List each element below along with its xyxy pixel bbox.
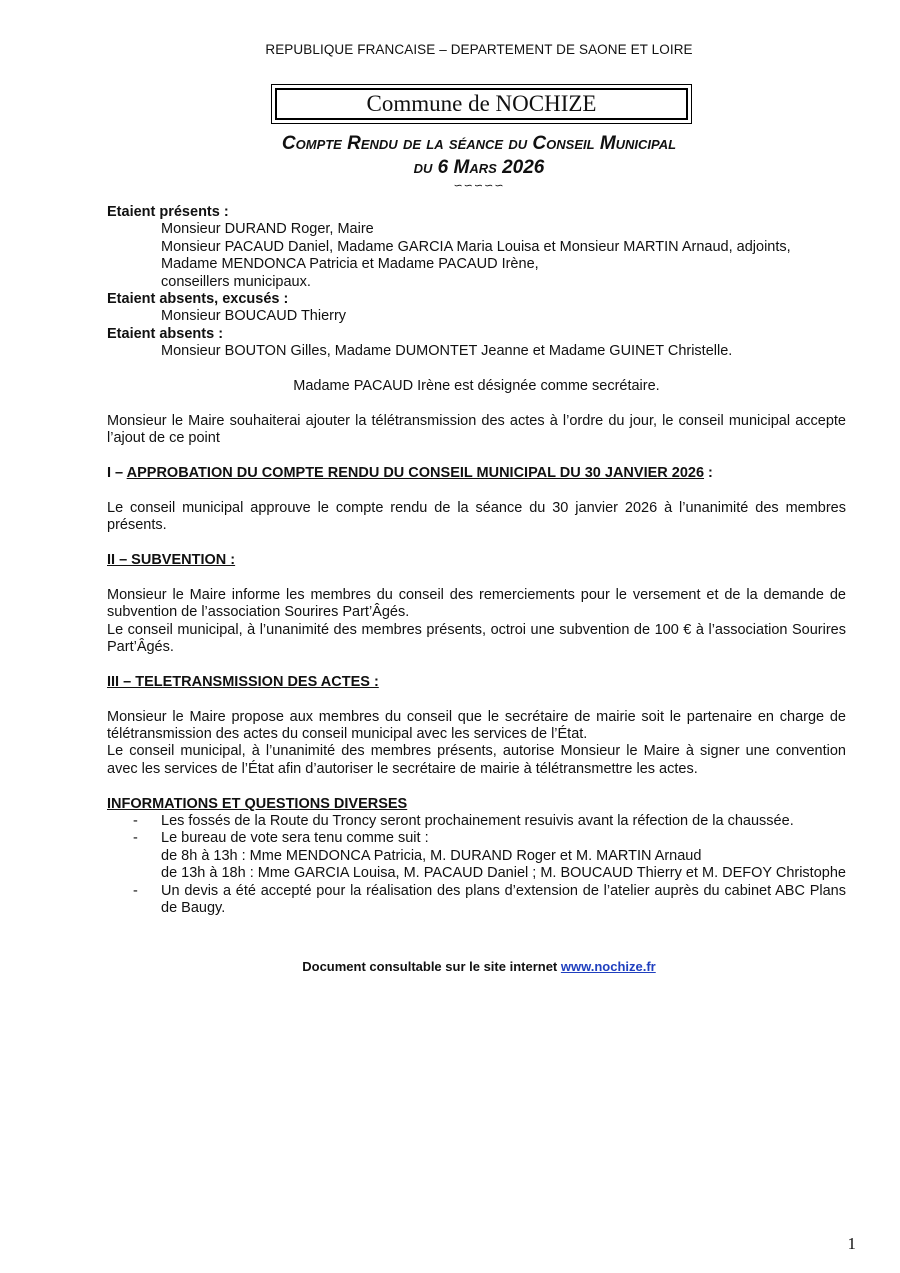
section-4-heading: INFORMATIONS ET QUESTIONS DIVERSES	[107, 795, 408, 812]
commune-title: Commune de NOCHIZE	[275, 88, 688, 120]
section-1-suffix: :	[704, 465, 713, 482]
footer-note-text: Document consultable sur le site internet	[302, 959, 561, 974]
list-item	[107, 883, 846, 918]
info-list	[107, 813, 846, 917]
present-line: Monsieur DURAND Roger, Maire	[161, 221, 374, 238]
dash-bullet: -	[133, 813, 138, 830]
dash-bullet: -	[133, 830, 138, 847]
section-2-heading: II – SUBVENTION :	[107, 552, 236, 569]
list-item-subline: de 13h à 18h : Mme GARCIA Louisa, M. PACAUD Daniel ; M. BOUCAUD Thierry et M. DEFOY Christophe	[161, 865, 846, 882]
dash-bullet: -	[133, 882, 138, 899]
present-line: Monsieur PACAUD Daniel, Madame GARCIA Maria Louisa et Monsieur MARTIN Arnaud, adjoints,	[161, 238, 791, 255]
section-2-paragraph: Le conseil municipal, à l’unanimité des membres présents, octroi une subvention de 100 € à l’association Sourires Part’Âgés.	[107, 621, 846, 656]
page-number: 1	[847, 1234, 856, 1253]
list-item-text: Un devis a été accepté pour la réalisation des plans d’extension de l’atelier auprès du cabinet ABC Plans de Baugy.	[161, 882, 846, 917]
absent-line: Monsieur BOUTON Gilles, Madame DUMONTET Jeanne et Madame GUINET Christelle.	[161, 343, 733, 360]
website-link[interactable]: www.nochize.fr	[560, 959, 656, 974]
present-line: Madame MENDONCA Patricia et Madame PACAUD Irène,	[161, 256, 539, 273]
commune-title-box	[271, 84, 692, 124]
section-3-paragraph: Monsieur le Maire propose aux membres du conseil que le secrétaire de mairie soit le partenaire en charge de télétransmission des actes du conseil municipal avec les services de l’État.	[107, 708, 846, 743]
section-2-paragraph: Monsieur le Maire informe les membres du conseil des remerciements pour le versement et de la demande de subvention de l’association Sourires Part’Âgés.	[107, 586, 846, 621]
ornament-divider: ∽∽∽∽∽	[453, 180, 505, 192]
section-1-prefix: I –	[107, 465, 127, 482]
excused-label: Etaient absents, excusés :	[107, 291, 289, 308]
list-item	[107, 813, 846, 830]
excused-line: Monsieur BOUCAUD Thierry	[161, 308, 347, 325]
republic-header: REPUBLIQUE FRANCAISE – DEPARTEMENT DE SAONE ET LOIRE	[265, 42, 693, 57]
intro-paragraph: Monsieur le Maire souhaiterai ajouter la télétransmission des actes à l’ordre du jour, le conseil municipal accepte l’ajout de ce point	[107, 412, 846, 447]
list-item-text: Le bureau de vote sera tenu comme suit :	[161, 830, 429, 847]
footer-note	[0, 959, 900, 974]
section-1-title: APPROBATION DU COMPTE RENDU DU CONSEIL MUNICIPAL DU 30 JANVIER 2026	[126, 465, 705, 482]
present-line: conseillers municipaux.	[161, 273, 311, 290]
report-body	[107, 204, 846, 918]
secretary-line: Madame PACAUD Irène est désignée comme secrétaire.	[293, 378, 660, 395]
list-item-text: Les fossés de la Route du Troncy seront prochainement resuivis avant la réfection de la chaussée.	[161, 813, 794, 830]
section-3-heading: III – TELETRANSMISSION DES ACTES :	[107, 673, 379, 690]
absent-label: Etaient absents :	[107, 325, 224, 342]
section-3-paragraph: Le conseil municipal, à l’unanimité des membres présents, autorise Monsieur le Maire à signer une convention avec les services de l’État afin d’autoriser le secrétaire de mairie à télétransmettre les actes.	[107, 743, 846, 777]
section-1-paragraph: Le conseil municipal approuve le compte rendu de la séance du 30 janvier 2026 à l’unanimité des membres présents.	[107, 499, 846, 534]
list-item-subline: de 8h à 13h : Mme MENDONCA Patricia, M. DURAND Roger et M. MARTIN Arnaud	[161, 847, 702, 864]
section-1-heading	[107, 465, 846, 482]
present-label: Etaient présents :	[107, 204, 229, 220]
report-title-line2: du 6 Mars 2026	[413, 157, 545, 178]
report-title-line1: Compte Rendu de la séance du Conseil Municipal	[281, 133, 677, 154]
list-item	[107, 830, 846, 882]
